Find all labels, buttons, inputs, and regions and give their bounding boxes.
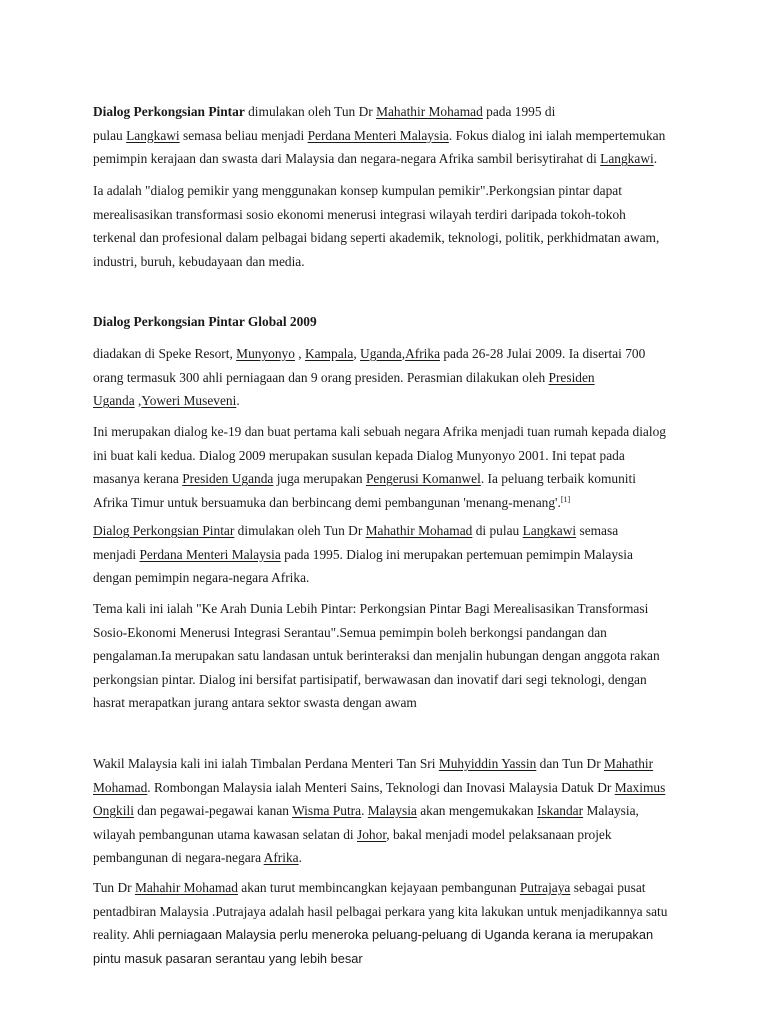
text-run: orang termasuk 300 ahli perniagaan dan 9 orang presiden. Perasmian dilakukan oleh — [93, 369, 549, 385]
text-line — [93, 621, 683, 645]
text-line — [93, 100, 683, 124]
text-line — [93, 519, 683, 543]
hyperlink[interactable]: Malaysia — [367, 803, 417, 818]
paragraph-putrajaya — [93, 876, 683, 970]
text-run: pentadbiran Malaysia .Putrajaya adalah hasil pelbagai perkara yang kita lakukan untuk menjadikannya satu — [93, 903, 668, 919]
text-run: dimulakan oleh Tun Dr — [244, 104, 377, 119]
text-run: Sosio-Ekonomi Menerusi Integrasi Serantau".Semua pemimpin boleh berkongsi pandangan dan — [93, 624, 607, 640]
text-line — [93, 923, 683, 947]
paragraph-host — [93, 420, 683, 514]
text-run: semasa beliau menjadi — [179, 127, 308, 143]
text-run: sebagai pusat — [570, 880, 646, 895]
text-line — [93, 947, 683, 971]
text-line — [93, 776, 683, 800]
hyperlink[interactable]: Yoweri Museveni — [141, 393, 237, 408]
text-line — [93, 543, 683, 567]
text-run: , — [353, 346, 361, 361]
text-run: juga merupakan — [273, 471, 366, 486]
text-run: Ini merupakan dialog ke-19 dan buat pertama kali sebuah negara Afrika menjadi tuan rumah kepada dialog — [93, 424, 666, 439]
hyperlink[interactable]: Johor — [357, 826, 387, 842]
text-run: , bakal menjadi model pelaksanaan projek — [386, 826, 612, 842]
text-run: pintu masuk pasaran serantau yang lebih besar — [93, 950, 363, 966]
hyperlink[interactable]: Mahathir — [604, 756, 654, 771]
hyperlink[interactable]: Langkawi — [522, 523, 577, 538]
bold-text: Dialog Perkongsian Pintar Global 2009 — [93, 314, 317, 329]
paragraph-origin — [93, 519, 683, 590]
hyperlink[interactable]: Ongkili — [93, 803, 134, 818]
text-run: reality. — [93, 927, 134, 942]
hyperlink[interactable]: Uganda — [360, 346, 402, 361]
text-line — [93, 823, 683, 847]
hyperlink[interactable]: Munyonyo — [236, 346, 295, 361]
text-run: Afrika Timur untuk bersuamuka dan berbincang demi pembangunan 'menang-menang'. — [93, 494, 561, 510]
text-run: , — [134, 393, 142, 408]
hyperlink[interactable]: Pengerusi Komanwel — [365, 471, 481, 486]
text-line — [93, 668, 683, 692]
text-line — [93, 124, 683, 148]
text-run: semasa — [576, 523, 619, 538]
text-run: menjadi — [93, 546, 140, 562]
text-line — [93, 846, 683, 870]
hyperlink[interactable]: Presiden — [548, 369, 595, 385]
text-run: . — [236, 393, 240, 408]
hyperlink[interactable]: Muhyiddin Yassin — [438, 756, 537, 771]
text-run: masanya kerana — [93, 471, 183, 486]
bold-text: Dialog Perkongsian Pintar — [93, 104, 245, 119]
text-run: Ia adalah "dialog pemikir yang menggunakan konsep kumpulan pemikir".Perkongsian pintar dapat — [93, 183, 622, 198]
hyperlink[interactable]: Mohamad — [93, 779, 148, 795]
paragraph-delegation — [93, 752, 683, 870]
text-line — [93, 566, 683, 590]
paragraph-intro — [93, 100, 683, 171]
text-line — [93, 342, 683, 366]
text-line — [93, 752, 683, 776]
text-line — [93, 310, 683, 334]
hyperlink[interactable]: Mahathir Mohamad — [376, 104, 483, 119]
text-run: pembangunan di negara-negara — [93, 850, 264, 865]
text-run: ini buat kali kedua. Dialog 2009 merupakan susulan kepada Dialog Munyonyo 2001. Ini tepat pada — [93, 447, 625, 463]
text-line — [93, 876, 683, 900]
text-line — [93, 179, 683, 203]
text-run: pada 26-28 Julai 2009. Ia disertai 700 — [440, 346, 646, 361]
text-run: dengan pemimpin negara-negara Afrika. — [93, 570, 310, 585]
text-line — [93, 250, 683, 274]
text-line — [93, 644, 683, 668]
text-run: di pulau — [472, 523, 523, 538]
text-line — [93, 900, 683, 924]
text-run: dan pegawai-pegawai kanan — [133, 803, 293, 818]
text-line — [93, 420, 683, 444]
text-run: wilayah pembangunan utama kawasan selatan di — [93, 826, 358, 842]
hyperlink[interactable]: Kampala — [305, 346, 354, 361]
hyperlink[interactable]: Putrajaya — [519, 880, 571, 895]
text-run: pengalaman.Ia merupakan satu landasan untuk berinteraksi dan menjalin hubungan dengan anggota rakan — [93, 648, 660, 663]
text-line — [93, 203, 683, 227]
text-run: . Rombongan Malaysia ialah Menteri Sains, Teknologi dan Inovasi Malaysia Datuk Dr — [147, 779, 615, 795]
hyperlink[interactable]: Langkawi — [600, 151, 654, 166]
text-run: industri, buruh, kebudayaan dan media. — [93, 253, 305, 269]
hyperlink[interactable]: Maximus — [614, 779, 666, 795]
hyperlink[interactable]: Afrika — [263, 850, 299, 865]
text-run: diadakan di Speke Resort, — [93, 346, 237, 361]
hyperlink[interactable]: Uganda — [93, 393, 135, 408]
hyperlink[interactable]: Wisma Putra — [292, 803, 362, 818]
text-run: Malaysia, — [583, 803, 639, 818]
hyperlink[interactable]: Langkawi — [126, 127, 180, 143]
text-run: merealisasikan transformasi sosio ekonomi menerusi integrasi wilayah terdiri daripada tokoh-tokoh — [93, 206, 626, 222]
text-line — [93, 366, 683, 390]
footnote-ref[interactable]: [1] — [560, 494, 571, 504]
text-run: . — [653, 151, 658, 166]
text-line — [93, 491, 683, 515]
text-run: dimulakan oleh Tun Dr — [234, 523, 366, 538]
paragraph-concept — [93, 179, 683, 273]
text-line — [93, 597, 683, 621]
text-line — [93, 799, 683, 823]
text-run: akan mengemukakan — [416, 803, 537, 818]
hyperlink[interactable]: Mahathir Mohamad — [365, 523, 473, 538]
text-run: . — [361, 803, 368, 818]
text-line — [93, 147, 683, 171]
section-heading — [93, 310, 683, 334]
hyperlink[interactable]: Dialog Perkongsian Pintar — [93, 523, 235, 538]
text-run: hasrat merapatkan jurang antara sektor swasta dengan awam — [93, 695, 417, 710]
text-run: pada 1995 di — [482, 104, 556, 119]
text-line — [93, 226, 683, 250]
text-run: pemimpin kerajaan dan swasta dari Malaysia dan negara-negara Afrika sambil berisytirahat di — [93, 151, 601, 166]
text-run: . Fokus dialog ini ialah mempertemukan — [448, 127, 666, 143]
text-run: , — [294, 346, 305, 361]
text-line — [93, 691, 683, 715]
hyperlink[interactable]: Perdana Menteri Malaysia — [139, 546, 281, 562]
text-run: Tema kali ini ialah "Ke Arah Dunia Lebih Pintar: Perkongsian Pintar Bagi Merealisasikan Transformasi — [93, 601, 649, 616]
hyperlink[interactable]: Afrika — [405, 346, 441, 361]
text-run: terkenal dan profesional dalam pelbagai bidang seperti akademik, teknologi, politik, perkhidmatan awam, — [93, 230, 660, 245]
text-line — [93, 444, 683, 468]
hyperlink[interactable]: Presiden Uganda — [182, 471, 274, 486]
text-run: perkongsian pintar. Dialog ini bersifat partisipatif, berwawasan dan inovatif dari segi teknologi, dengan — [93, 671, 647, 687]
hyperlink[interactable]: Mahahir Mohamad — [134, 880, 238, 895]
hyperlink[interactable]: Perdana Menteri Malaysia — [307, 127, 449, 143]
text-line — [93, 467, 683, 491]
text-line — [93, 389, 683, 413]
text-run: akan turut membincangkan kejayaan pembangunan — [237, 880, 520, 895]
text-run: . Ia peluang terbaik komuniti — [480, 471, 636, 486]
text-run: dan Tun Dr — [536, 756, 605, 771]
hyperlink[interactable]: Iskandar — [536, 803, 584, 818]
text-run: pulau — [93, 127, 127, 143]
text-run: . — [298, 850, 302, 865]
text-run: Ahli perniagaan Malaysia perlu meneroka peluang-peluang di Uganda kerana ia merupakan — [133, 927, 654, 942]
text-run: pada 1995. Dialog ini merupakan pertemuan pemimpin Malaysia — [280, 546, 633, 562]
paragraph-venue — [93, 342, 683, 413]
text-run: Tun Dr — [93, 880, 135, 895]
text-run: , — [401, 346, 406, 361]
paragraph-theme — [93, 597, 683, 715]
text-run: Wakil Malaysia kali ini ialah Timbalan Perdana Menteri Tan Sri — [93, 756, 439, 771]
